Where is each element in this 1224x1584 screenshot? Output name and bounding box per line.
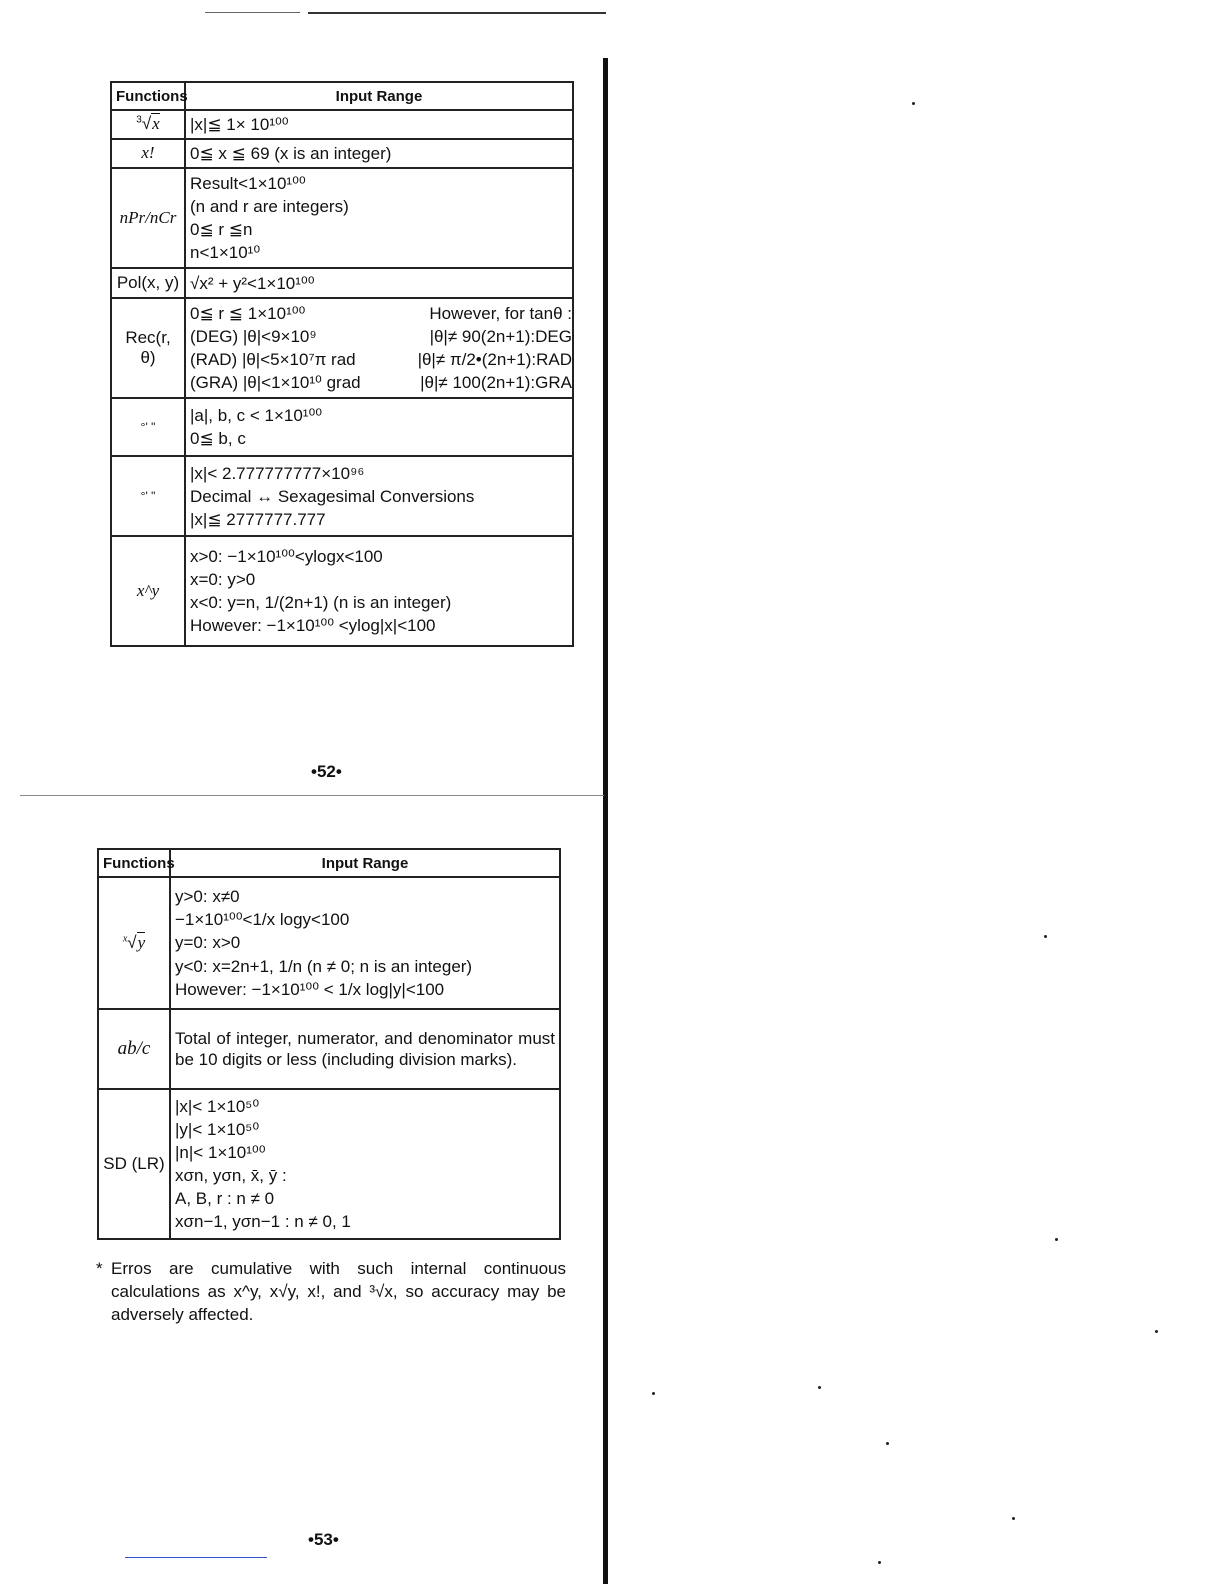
scan-rule-top [308, 12, 606, 14]
table-row [111, 456, 573, 536]
range-line: x<0: y=n, 1/(2n+1) (n is an integer) [190, 593, 452, 613]
range-line: y<0: x=2n+1, 1/n (n ≠ 0; n is an integer) [175, 956, 473, 976]
range-left: 0≦ r ≦ 1×10¹⁰⁰ [190, 304, 306, 323]
range-line: However: −1×10¹⁰⁰ <ylog|x|<100 [190, 616, 436, 636]
function-cell: SD (LR) [98, 1089, 170, 1239]
range-line: 0≦ b, c [190, 429, 246, 449]
range-line [190, 348, 572, 371]
header-functions: Functions [98, 849, 170, 877]
function-cell: Pol(x, y) [111, 268, 185, 298]
table-row [111, 268, 573, 298]
footnote-asterisk: * [96, 1259, 103, 1278]
fn-index: 3 [136, 114, 142, 126]
range-right: |θ|≠ 90(2n+1):DEG [429, 327, 572, 347]
table-row [111, 398, 573, 456]
function-cell: ab/c [98, 1009, 170, 1089]
range-cell [185, 298, 573, 398]
page-number-53: •53• [308, 1530, 339, 1549]
radical-icon: √ [127, 932, 137, 952]
range-right: |θ|≠ 100(2n+1):GRA [420, 373, 572, 393]
range-line: n<1×10¹⁰ [190, 243, 261, 263]
table-header [111, 82, 573, 110]
table-row [98, 1009, 560, 1089]
scan-mark-bottom [125, 1557, 267, 1558]
scan-speck [1155, 1330, 1158, 1333]
range-line: |x|≦ 2777777.777 [190, 509, 326, 529]
input-range-table-p52 [110, 81, 574, 647]
range-right: However, for tanθ : [429, 304, 572, 323]
input-range-table-p53 [97, 848, 561, 1240]
function-cell: x! [111, 139, 185, 168]
page-number-52: •52• [311, 762, 342, 781]
range-left: (RAD) |θ|<5×10⁷π rad [190, 350, 356, 370]
range-line: x>0: −1×10¹⁰⁰<ylogx<100 [190, 547, 383, 566]
range-line: y=0: x>0 [175, 933, 241, 953]
radical-icon: √ [141, 114, 152, 134]
range-cell [185, 110, 573, 139]
range-line: |y|< 1×10⁵⁰ [175, 1119, 260, 1139]
scan-speck [1055, 1238, 1058, 1241]
range-right: |θ|≠ π/2•(2n+1):RAD [417, 350, 572, 370]
table-row [111, 110, 573, 139]
range-line: Result<1×10¹⁰⁰ [190, 174, 306, 193]
range-line: xσn−1, yσn−1 : n ≠ 0, 1 [175, 1212, 351, 1232]
range-cell [185, 168, 573, 268]
scan-rule-top-left [205, 12, 300, 13]
fn-operand: x [152, 114, 160, 134]
range-cell [170, 877, 560, 1009]
range-cell [185, 456, 573, 536]
header-input-range: Input Range [185, 82, 573, 110]
scan-speck [1012, 1517, 1015, 1520]
range-line: Total of integer, numerator, and denominator must be 10 digits or less (including division marks). [175, 1028, 555, 1069]
range-line: 0≦ r ≦n [190, 220, 253, 240]
function-cell: °' " [111, 456, 185, 536]
range-line: y>0: x≠0 [175, 887, 240, 907]
function-cell [111, 110, 185, 139]
header-input-range: Input Range [170, 849, 560, 877]
range-cell [185, 268, 573, 298]
function-cell: Rec(r, θ) [111, 298, 185, 398]
range-line: xσn, yσn, x̄, ȳ : [175, 1166, 287, 1185]
table-row [111, 168, 573, 268]
range-line [190, 371, 572, 394]
table-row [111, 139, 573, 168]
range-cell [185, 139, 573, 168]
range-cell [185, 398, 573, 456]
function-cell: nPr/nCr [111, 168, 185, 268]
range-line: |a|, b, c < 1×10¹⁰⁰ [190, 406, 323, 426]
page-separator [20, 795, 604, 796]
footnote [96, 1258, 566, 1327]
scan-speck [878, 1561, 881, 1564]
range-cell [170, 1089, 560, 1239]
range-line: |x|< 2.777777777×10⁹⁶ [190, 463, 365, 483]
range-left: (GRA) |θ|<1×10¹⁰ grad [190, 373, 361, 393]
page-divider [603, 58, 608, 1584]
table-row [98, 1089, 560, 1239]
range-line: (n and r are integers) [190, 197, 349, 217]
scan-speck [652, 1392, 655, 1395]
header-functions: Functions [111, 82, 185, 110]
range-line: |x|< 1×10⁵⁰ [175, 1096, 260, 1116]
function-cell: x^y [111, 536, 185, 646]
range-line [190, 325, 572, 348]
scan-speck [886, 1442, 889, 1445]
table-header [98, 849, 560, 877]
footnote-text: Erros are cumulative with such internal continuous calculations as x^y, x√y, x!, and ³√x, so accuracy may be adversely affected. [111, 1259, 566, 1324]
scan-speck [1044, 935, 1047, 938]
range-line [190, 302, 572, 325]
function-cell: °' " [111, 398, 185, 456]
function-cell [98, 877, 170, 1009]
range-cell [185, 536, 573, 646]
fn-index: x [122, 933, 128, 945]
range-line: Decimal ↔ Sexagesimal Conversions [190, 486, 475, 506]
table-row [111, 536, 573, 646]
range-line: However: −1×10¹⁰⁰ < 1/x log|y|<100 [175, 979, 445, 999]
range-line: A, B, r : n ≠ 0 [175, 1189, 275, 1209]
range-line: |n|< 1×10¹⁰⁰ [175, 1142, 266, 1162]
scan-speck [818, 1386, 821, 1389]
table-row [111, 298, 573, 398]
range-line: √x² + y²<1×10¹⁰⁰ [190, 273, 315, 293]
fn-operand: y [137, 932, 146, 952]
table-row [98, 877, 560, 1009]
range-line: x=0: y>0 [190, 570, 256, 590]
range-line: 0≦ x ≦ 69 (x is an integer) [190, 144, 392, 164]
range-line: −1×10¹⁰⁰<1/x logy<100 [175, 910, 350, 930]
scan-speck [912, 102, 915, 105]
range-left: (DEG) |θ|<9×10⁹ [190, 327, 317, 347]
range-line: |x|≦ 1× 10¹⁰⁰ [190, 115, 289, 134]
range-cell [170, 1009, 560, 1089]
